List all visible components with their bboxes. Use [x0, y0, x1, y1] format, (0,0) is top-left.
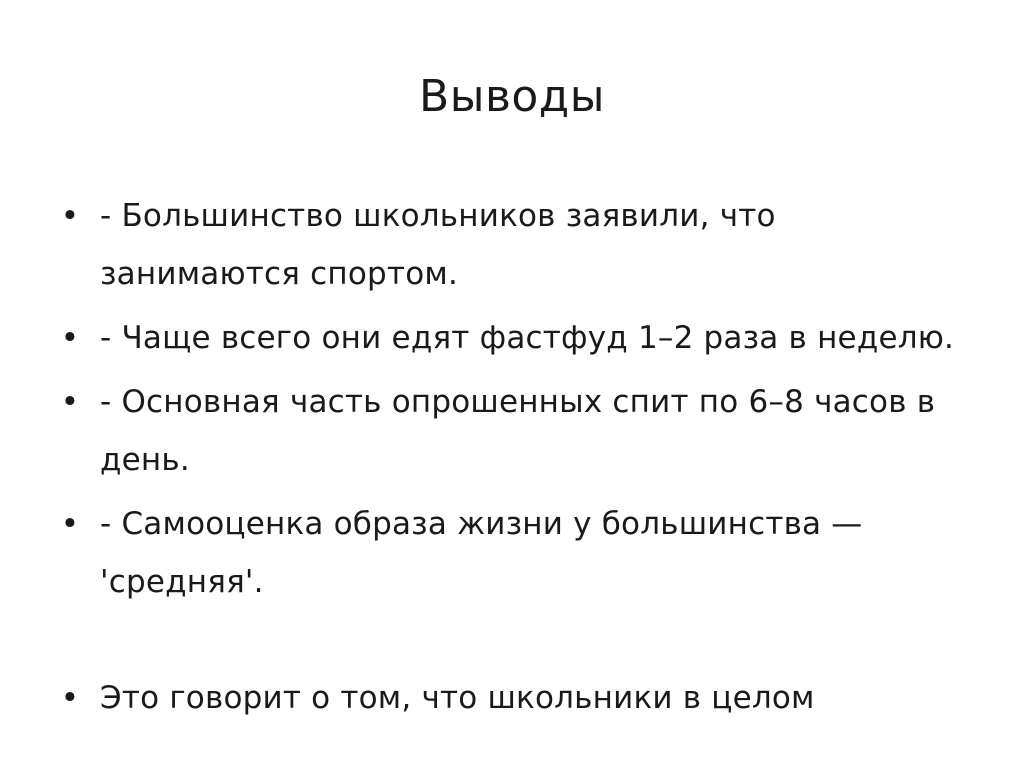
- bullet-icon: •: [60, 384, 80, 420]
- bullet-icon: •: [60, 680, 80, 716]
- bullet-text: - Большинство школьников заявили, что занимаются спортом.: [100, 198, 776, 292]
- bullet-item: [60, 373, 960, 489]
- bullet-item: [60, 187, 960, 303]
- bullet-item: [60, 309, 960, 367]
- slide-title: Выводы: [419, 71, 605, 122]
- bullet-text: - Чаще всего они едят фастфуд 1–2 раза в неделю.: [100, 320, 955, 356]
- bullet-item: [60, 495, 960, 611]
- bullet-text: - Самооценка образа жизни у большинства — 'средняя'.: [100, 506, 863, 600]
- bullet-text: Это говорит о том, что школьники в целом: [100, 680, 815, 716]
- bullet-icon: •: [60, 320, 80, 356]
- bullet-item: [60, 669, 960, 727]
- bullet-list: [60, 187, 960, 733]
- bullet-text: - Основная часть опрошенных спит по 6–8 часов в день.: [100, 384, 936, 478]
- bullet-icon: •: [60, 198, 80, 234]
- bullet-icon: •: [60, 506, 80, 542]
